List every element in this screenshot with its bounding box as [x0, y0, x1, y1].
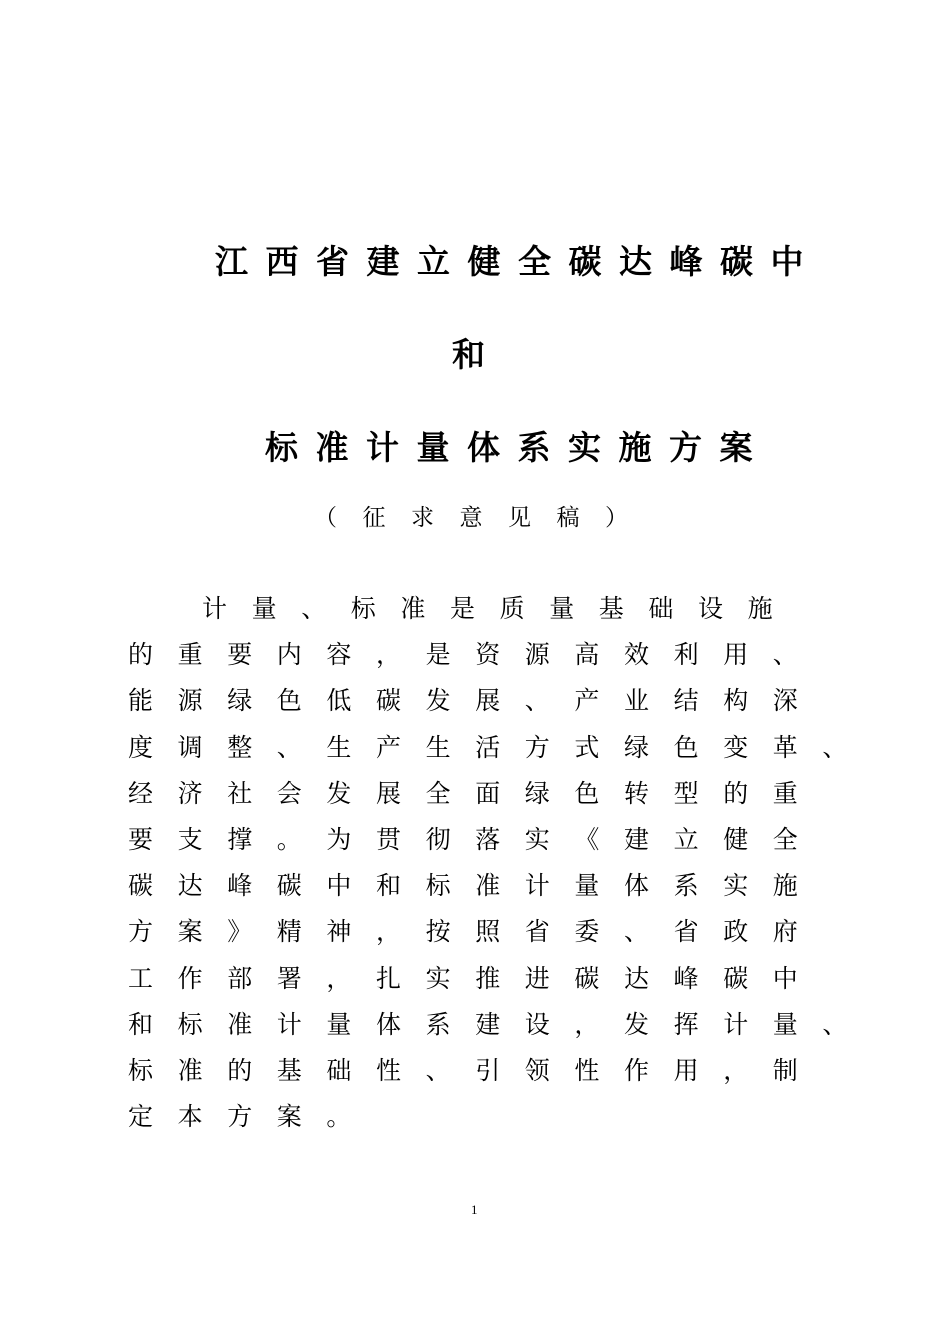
- paragraph-line-7: 碳达峰碳中和标准计量体系实施: [128, 871, 823, 900]
- paragraph-line-10: 和标准计量体系建设，发挥计量、: [128, 1010, 873, 1039]
- paragraph-line-12: 定本方案。: [128, 1102, 377, 1131]
- paragraph-line-1: 计量、标准是质量基础设施: [202, 594, 798, 623]
- paragraph-line-8: 方案》精神，按照省委、省政府: [128, 917, 823, 946]
- page-number: 1: [471, 1202, 478, 1217]
- title-line-3: 标准计量体系实施方案: [265, 428, 770, 467]
- subtitle-draft-notice: （征求意见稿）: [314, 505, 654, 531]
- paragraph-line-4: 度调整、生产生活方式绿色变革、: [128, 733, 873, 762]
- paragraph-line-5: 经济社会发展全面绿色转型的重: [128, 779, 823, 808]
- title-line-1: 江西省建立健全碳达峰碳中: [215, 242, 821, 281]
- paragraph-line-3: 能源绿色低碳发展、产业结构深: [128, 686, 823, 715]
- paragraph-line-2: 的重要内容，是资源高效利用、: [128, 640, 823, 669]
- title-line-2: 和: [452, 335, 503, 374]
- paragraph-line-6: 要支撑。为贯彻落实《建立健全: [128, 825, 823, 854]
- paragraph-line-11: 标准的基础性、引领性作用，制: [128, 1056, 823, 1085]
- paragraph-line-9: 工作部署，扎实推进碳达峰碳中: [128, 964, 823, 993]
